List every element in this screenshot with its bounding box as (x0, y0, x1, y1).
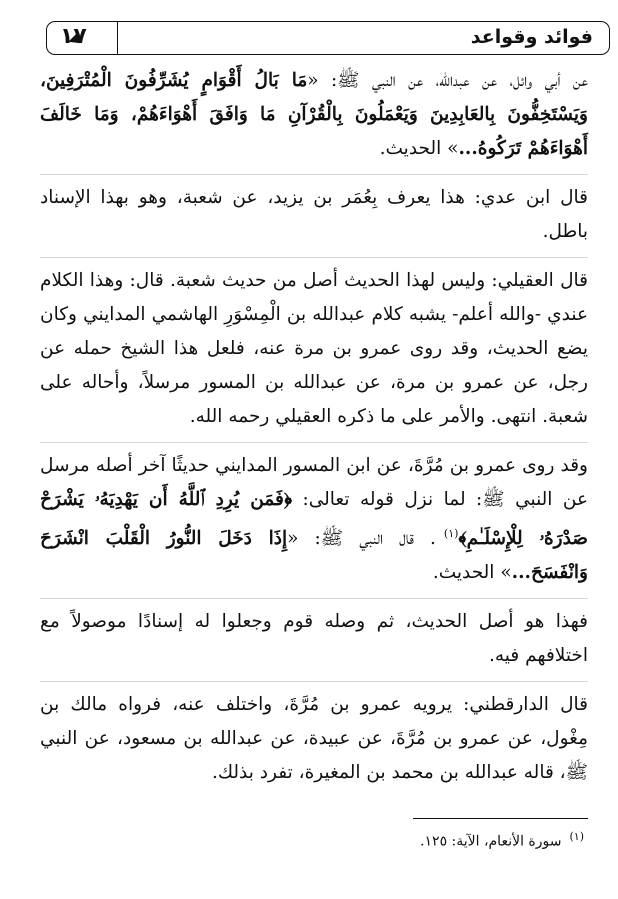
hadith-quote: مَا بَالُ أَقْوَامٍ يُشَرِّفُونَ الْمُتْرَفِينَ، وَيَسْتَخِفُّونَ بِالعَابِدِينَ وَيَعْمَلُونَ بِالْقُرْآنِ مَا وَافَقَ أَهْوَاءَهُمْ، وَمَا خَالَفَ أَهْوَاءَهُمْ تَرَكُوهُ... (40, 70, 588, 159)
footnote (420, 830, 584, 850)
paragraph-text: . قال النبي ﷺ: « (287, 528, 436, 550)
paragraph-text: قال العقيلي: وليس لهذا الحديث أصل من حديث شعبة. قال: وهذا الكلام عندي -والله أعلم- يشبه كلام عبدالله بن الْمِسْوَرِ الهاشمي المدايني وكان يضع الحديث، وقد روى عمرو بن مرة عنه، فلعل هذا الشيخ حمله عن رجل، عن عمرو بن مرة، عن عبدالله بن المسور مرسلاً، وأحاله على شعبة. انتهى. والأمر على ما ذكره العقيلي رحمه الله. (40, 270, 588, 427)
hadith-quote: إِذَا دَخَلَ النُّورُ الْقَلْبَ انْشَرَحَ وَانْفَسَحَ... (40, 528, 588, 584)
paragraph-daraqutni (40, 681, 588, 790)
paragraph-text: قال الدارقطني: يرويه عمرو بن مُرَّةَ، واختلف عنه، فرواه مالك بن مِغْول، عن عمرو بن مُرَّةَ، عن عبيدة، عن عبدالله بن مسعود، عن النبي ﷺ، قاله عبدالله بن محمد بن المغيرة، تفرد بذلك. (40, 694, 588, 784)
page-number: ١٧ (60, 24, 87, 49)
paragraph-origin (40, 598, 588, 673)
footnote-text: سورة الأنعام، الآية: ١٢٥. (420, 833, 562, 850)
paragraph-amr-ibn-murra (40, 442, 588, 590)
paragraph-hadith-1 (40, 64, 588, 166)
running-title: فوائد وقواعد (470, 26, 593, 48)
paragraph-text: » الحديث. (432, 562, 512, 584)
paragraph-text: قال ابن عدي: هذا يعرف بِعُمَر بن يزيد، عن شعبة، وهو بهذا الإسناد باطل. (40, 187, 588, 242)
paragraph-ibn-adi (40, 174, 588, 249)
page-header (46, 21, 610, 55)
footnote-divider (413, 818, 588, 819)
paragraph-text: فهذا هو أصل الحديث، ثم وصله قوم وجعلوا له إسنادًا موصولاً مع اختلافهم فيه. (40, 611, 588, 667)
main-text (40, 64, 588, 798)
footnote-marker[interactable]: (١) (443, 527, 459, 540)
paragraph-uqayli (40, 257, 588, 434)
footnote-number: (١) (569, 830, 584, 843)
paragraph-text: عن أبي وائل، عن عبدالله، عن النبي ﷺ: « (307, 70, 588, 91)
quran-verse: ﴿فَمَن يُرِدِ ٱللَّهُ أَن يَهْدِيَهُۥ يَشْرَحْ صَدْرَهُۥ لِلْإِسْلَـٰمِ﴾ (40, 489, 589, 550)
paragraph-text: » الحديث. (379, 138, 459, 159)
paragraph-text: وقد روى عمرو بن مُرَّةَ، عن ابن المسور المدايني حديثًا آخر أصله مرسل عن النبي ﷺ: لما نزل قوله تعالى: (40, 455, 589, 510)
page-number-box (46, 21, 118, 55)
